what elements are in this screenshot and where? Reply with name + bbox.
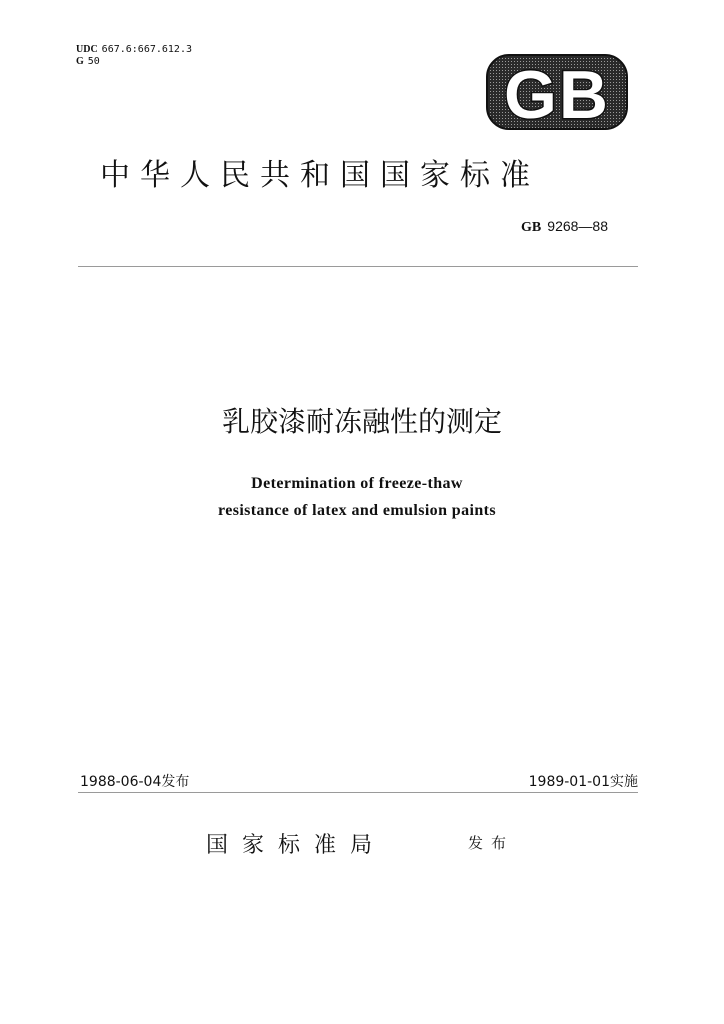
effective-date: 1989-01-01实施 — [528, 774, 638, 790]
english-title — [0, 470, 714, 524]
udc-line — [76, 44, 192, 56]
chinese-title: 乳胶漆耐冻融性的测定 — [221, 405, 502, 438]
gb-logo — [486, 54, 628, 130]
top-divider — [78, 266, 638, 267]
class-line — [76, 56, 192, 68]
code-prefix: GB — [521, 220, 542, 235]
udc-label: UDC — [76, 44, 98, 55]
logo-text: GB — [504, 57, 610, 130]
standard-code — [521, 218, 608, 236]
issue-label: 发布 — [468, 834, 515, 852]
udc-value: 667.6:667.612.3 — [101, 44, 192, 55]
code-number: 9268—88 — [547, 218, 608, 234]
bottom-divider — [78, 792, 638, 793]
class-label: G — [76, 56, 84, 67]
issuer-name: 国家标准局 — [206, 833, 387, 858]
class-value: 50 — [87, 56, 100, 67]
classification-block — [76, 44, 192, 68]
issue-date: 1988-06-04发布 — [80, 774, 190, 790]
standard-type: 中华人民共和国国家标准 — [100, 158, 540, 193]
english-title-line-2: resistance of latex and emulsion paints — [218, 502, 496, 519]
english-title-line-1: Determination of freeze-thaw — [251, 475, 463, 492]
